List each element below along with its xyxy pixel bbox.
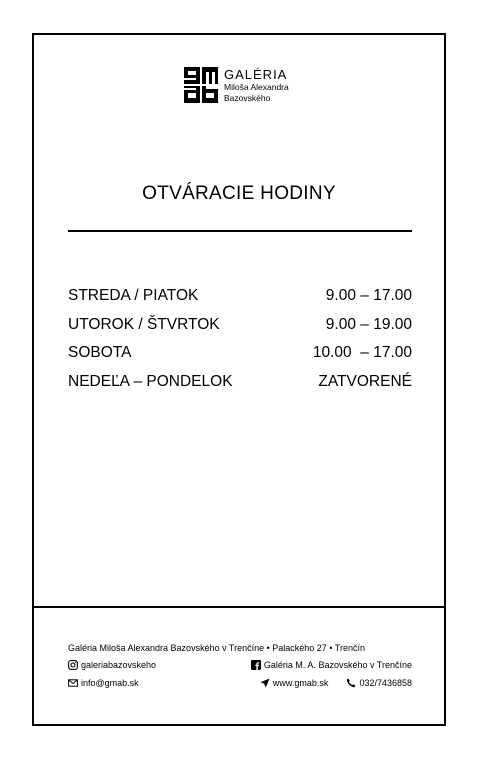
logo-subtitle-line2: Bazovského — [224, 92, 271, 103]
facebook-icon — [251, 660, 261, 670]
logo-subtitle-line1: Miloša Alexandra — [224, 82, 289, 92]
opening-hours-list — [68, 287, 412, 401]
website-link[interactable]: www.gmab.sk — [260, 678, 329, 688]
footer-address: Galéria Miloša Alexandra Bazovského v Trenčíne • Palackého 27 • Trenčín — [68, 643, 365, 653]
hours-time: 9.00 – 17.00 — [325, 287, 412, 304]
hours-row — [68, 373, 412, 402]
logo-text — [224, 67, 289, 103]
instagram-link[interactable]: galeriabazovskeho — [68, 660, 156, 670]
phone-link[interactable]: 032/7436858 — [346, 678, 412, 688]
logo-title: GALÉRIA — [224, 67, 288, 82]
hours-time: ZATVORENÉ — [318, 372, 412, 390]
footer-row-social — [68, 660, 412, 670]
hours-row — [68, 287, 412, 316]
envelope-icon — [68, 678, 78, 688]
hours-row — [68, 344, 412, 373]
hours-day: STREDA / PIATOK — [68, 287, 199, 304]
sign-frame — [32, 33, 446, 726]
footer-divider — [34, 606, 444, 608]
hours-day: NEDEĽA – PONDELOK — [68, 372, 233, 390]
cursor-arrow-icon — [260, 678, 270, 688]
hours-day: SOBOTA — [68, 344, 132, 361]
email-link[interactable]: info@gmab.sk — [68, 678, 139, 688]
footer-row-contact — [68, 678, 412, 688]
hours-day: UTOROK / ŠTVRTOK — [68, 315, 220, 333]
facebook-link[interactable]: Galéria M. A. Bazovského v Trenčíne — [251, 660, 412, 670]
title-divider — [68, 230, 412, 232]
hours-row — [68, 316, 412, 345]
gmab-logo-mark — [184, 67, 218, 103]
instagram-icon — [68, 660, 78, 670]
hours-time: 10.00 – 17.00 — [312, 344, 412, 361]
phone-icon — [346, 678, 356, 688]
page-title: OTVÁRACIE HODINY — [142, 183, 336, 204]
footer-contact-right — [260, 678, 412, 688]
hours-time: 9.00 – 19.00 — [325, 315, 412, 333]
